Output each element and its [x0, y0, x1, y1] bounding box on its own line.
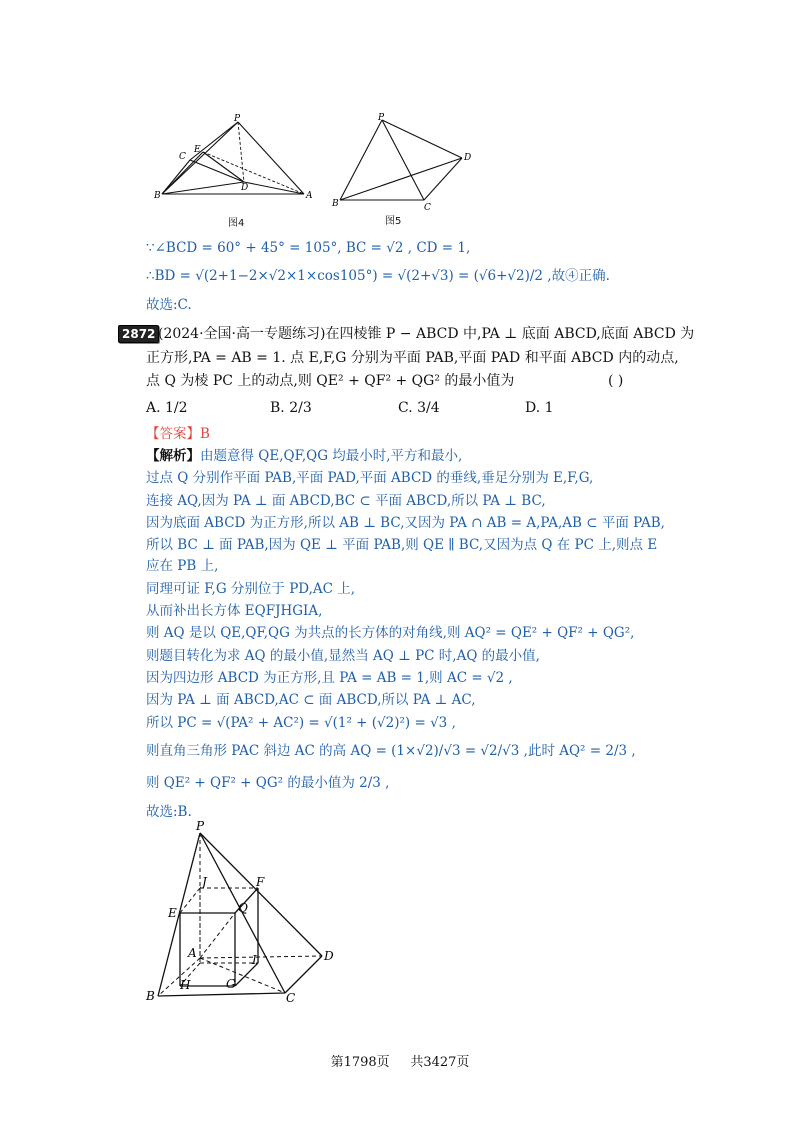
answer-paren: ( )	[608, 373, 624, 389]
svg-text:F: F	[256, 875, 265, 889]
figure-4	[148, 112, 318, 212]
solution-line-3: 故选:C.	[146, 297, 192, 313]
svg-text:B: B	[332, 199, 339, 209]
svg-text:P: P	[378, 113, 385, 123]
svg-text:P: P	[234, 114, 241, 124]
option-a: A. 1/2	[146, 400, 188, 416]
svg-text:C: C	[424, 203, 431, 212]
svg-text:B: B	[146, 989, 155, 1003]
solution-line-1: ∵∠BCD = 60° + 45° = 105°, BC = √2 , CD = 1,	[146, 240, 471, 256]
analysis-line: 因为底面 ABCD 为正方形,所以 AB ⊥ BC,又因为 PA ∩ AB = A,PA,AB ⊂ 平面 PAB,	[146, 515, 665, 531]
analysis-line: 应在 PB 上,	[146, 558, 219, 574]
analysis-line: 过点 Q 分别作平面 PAB,平面 PAD,平面 ABCD 的垂线,垂足分别为 E,F,G,	[146, 470, 594, 486]
problem-number-badge: 2872	[118, 325, 159, 343]
analysis-line: 所以 PC = √(PA² + AC²) = √(1² + (√2)²) = √3 ,	[146, 715, 456, 731]
analysis-line: 则直角三角形 PAC 斜边 AC 的高 AQ = (1×√2)/√3 = √2/√3 ,此时 AQ² = 2/3 ,	[146, 743, 636, 759]
figure-5	[330, 112, 480, 212]
svg-text:D: D	[241, 183, 249, 193]
figure-5-caption: 图5	[385, 216, 402, 227]
analysis-line: 由题意得 QE,QF,QG 均最小时,平方和最小,	[200, 448, 463, 464]
analysis-label: 【解析】	[146, 448, 200, 464]
answer-label: 【答案】	[146, 426, 200, 442]
problem-stem-line-2: 正方形,PA = AB = 1. 点 E,F,G 分别为平面 PAB,平面 PAD 和平面 ABCD 内的动点,	[146, 350, 679, 366]
analysis-row-0	[146, 446, 462, 466]
svg-text:C: C	[179, 152, 186, 162]
answer-row	[146, 424, 210, 444]
svg-text:C: C	[286, 991, 296, 1005]
analysis-line: 因为 PA ⊥ 面 ABCD,AC ⊂ 面 ABCD,所以 PA ⊥ AC,	[146, 692, 476, 708]
svg-text:A: A	[188, 946, 197, 960]
analysis-line: 则 QE² + QF² + QG² 的最小值为 2/3 ,	[146, 775, 390, 791]
svg-text:D: D	[324, 949, 334, 963]
analysis-line: 故选:B.	[146, 804, 192, 820]
option-d: D. 1	[525, 400, 554, 416]
svg-text:A: A	[306, 191, 313, 201]
page-total: 共3427页	[410, 1055, 470, 1070]
svg-text:I: I	[252, 953, 257, 967]
svg-text:B: B	[154, 191, 161, 201]
option-c: C. 3/4	[398, 400, 440, 416]
answer-value: B	[200, 426, 210, 442]
analysis-line: 因为四边形 ABCD 为正方形,且 PA = AB = 1,则 AC = √2 ,	[146, 670, 513, 686]
svg-text:D: D	[464, 153, 472, 163]
analysis-line: 则题目转化为求 AQ 的最小值,显然当 AQ ⊥ PC 时,AQ 的最小值,	[146, 648, 540, 664]
problem-stem-line-3: 点 Q 为棱 PC 上的动点,则 QE² + QF² + QG² 的最小值为	[146, 373, 515, 389]
figure-4-caption: 图4	[228, 218, 245, 229]
analysis-line: 所以 BC ⊥ 面 PAB,因为 QE ⊥ 平面 PAB,则 QE ∥ BC,又因为点 Q 在 PC 上,则点 E	[146, 537, 658, 553]
page-number: 第1798页	[330, 1055, 390, 1070]
analysis-line: 连接 AQ,因为 PA ⊥ 面 ABCD,BC ⊂ 平面 ABCD,所以 PA ⊥ BC,	[146, 493, 546, 509]
svg-text:H: H	[180, 978, 191, 992]
analysis-line: 则 AQ 是以 QE,QF,QG 为共点的长方体的对角线,则 AQ² = QE² + QF² + QG²,	[146, 625, 635, 641]
svg-text:P: P	[196, 819, 205, 833]
pyramid-figure	[140, 818, 350, 1008]
svg-text:E: E	[168, 906, 177, 920]
analysis-line: 从而补出长方体 EQFJHGIA,	[146, 603, 323, 619]
svg-text:Q: Q	[238, 901, 248, 915]
analysis-line: 同理可证 F,G 分别位于 PD,AC 上,	[146, 581, 356, 597]
solution-line-2: ∴BD = √(2+1−2×√2×1×cos105°) = √(2+√3) = (√6+√2)/2 ,故④正确.	[146, 268, 610, 284]
problem-stem-line-1: (2024·全国·高一专题练习)在四棱锥 P − ABCD 中,PA ⊥ 底面 ABCD,底面 ABCD 为	[158, 326, 695, 342]
svg-text:E: E	[194, 145, 201, 155]
option-b: B. 2/3	[270, 400, 312, 416]
svg-text:G: G	[226, 977, 236, 991]
svg-text:J: J	[202, 875, 207, 889]
page-footer	[0, 1051, 800, 1070]
